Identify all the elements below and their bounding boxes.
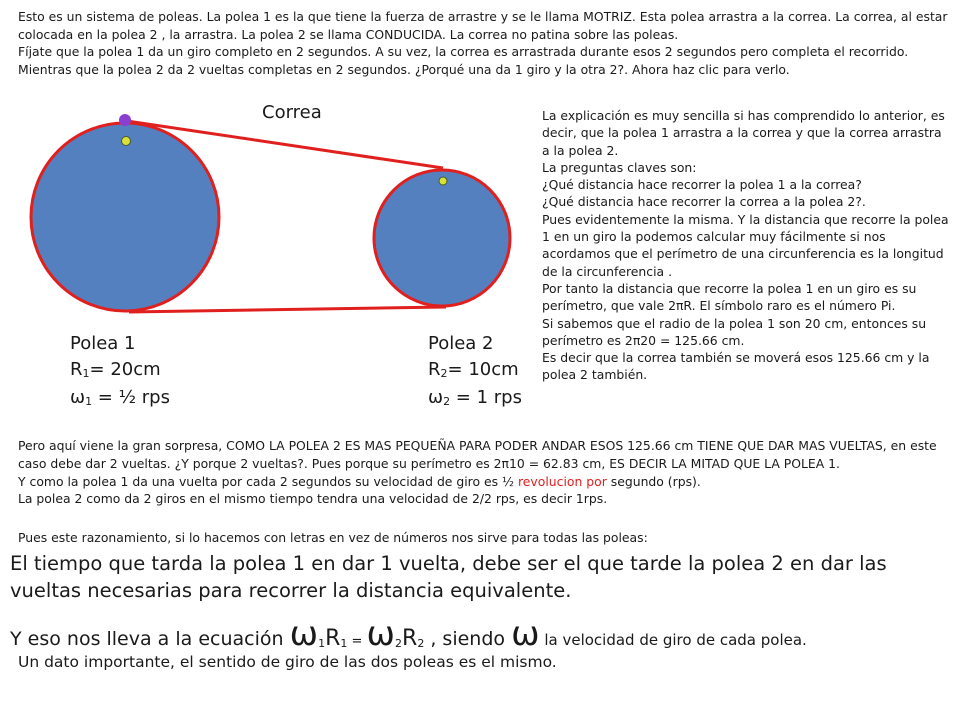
intro-paragraph-1: Esto es un sistema de poleas. La polea 1 es la que tiene la fuerza de arrastre y se le llama MOTRIZ. Esta polea arrastra a la correa. La correa, al estar colocada en la polea 2 , la arrastra. La polea 2 se llama CONDUCIDA. La correa no patina sobre las poleas.: [18, 9, 948, 42]
polea-2-name: Polea 2: [428, 333, 494, 354]
surprise-section: [18, 437, 953, 508]
final-note: Un dato importante, el sentido de giro de las dos poleas es el mismo.: [18, 653, 557, 671]
intro-paragraph-2: Fíjate que la polea 1 da un giro completo en 2 segundos. A su vez, la correa es arrastrada durante esos 2 segundos pero completa el recorrido. Mientras que la polea 2 da 2 vueltas completas en 2 segundos. ¿Porqué una da 1 giro y la otra 2?. Ahora haz clic para verlo.: [18, 44, 909, 77]
surprise-paragraph: Pero aquí viene la gran sorpresa, COMO LA POLEA 2 ES MAS PEQUEÑA PARA PODER ANDAR ESOS 125.66 cm TIENE QUE DAR MAS VUELTAS, en este caso debe dar 2 vueltas. ¿Y porque 2 vueltas?. Pues porque su perímetro es 2π10 = 62.83 cm, ES DECIR LA MITAD QUE LA POLEA 1.: [18, 438, 937, 471]
equation-line: Y eso nos lleva a la ecuación ω1R1 = ω2R2 , siendo ω la velocidad de giro de cada polea.: [10, 614, 807, 654]
explanation-line: ¿Qué distancia hace recorrer la polea 1 a la correa?: [542, 177, 862, 193]
pulley-1-marker: [122, 137, 131, 146]
explanation-line: Es decir que la correa también se moverá esos 125.66 cm y la polea 2 también.: [542, 350, 930, 383]
explanation-line: Pues evidentemente la misma. Y la distancia que recorre la polea 1 en un giro la podemos calcular muy fácilmente si nos acordamos que el perímetro de una circunferencia es la longitud de la circunferencia .: [542, 211, 949, 279]
big-statement: El tiempo que tarda la polea 1 en dar 1 vuelta, debe ser el que tarde la polea 2 en dar las vueltas necesarias para recorrer la distancia equivalente.: [10, 552, 887, 602]
reasoning-text: Pues este razonamiento, si lo hacemos con letras en vez de números nos sirve para todas las poleas:: [18, 530, 648, 545]
explanation-line: La preguntas claves son:: [542, 159, 697, 175]
explanation-line: La explicación es muy sencilla si has comprendido lo anterior, es decir, que la polea 1 arrastra a la correa y que la correa arrastra a la polea 2.: [542, 108, 945, 158]
polea-1-label: [70, 331, 170, 413]
speed-paragraph: Y como la polea 1 da una vuelta por cada 2 segundos su velocidad de giro es ½ revolucion por segundo (rps).: [18, 473, 701, 489]
polea-1-speed: ω1 = ½ rps: [70, 387, 170, 408]
polea-2-speed: ω2 = 1 rps: [428, 387, 522, 408]
pulley-2-marker: [439, 177, 447, 185]
belt-marker: [119, 114, 131, 126]
explanation-line: Si sabemos que el radio de la polea 1 son 20 cm, entonces su perímetro es 2π20 = 125.66 cm.: [542, 315, 927, 348]
polea-2-label: [428, 331, 522, 413]
explanation-line: Por tanto la distancia que recorre la polea 1 en un giro es su perímetro, que vale 2πR. El símbolo raro es el número Pi.: [542, 280, 917, 314]
polea-2-speed-paragraph: La polea 2 como da 2 giros en el mismo tiempo tendra una velocidad de 2/2 rps, es decir 1rps.: [18, 491, 608, 507]
polea-1-radius: R1= 20cm: [70, 359, 161, 380]
polea-2-radius: R2= 10cm: [428, 359, 519, 380]
polea-1-name: Polea 1: [70, 333, 136, 354]
explanation-column: [542, 107, 952, 384]
belt-bottom: [129, 307, 446, 312]
pulley-2: [374, 170, 510, 306]
explanation-line: ¿Qué distancia hace recorrer la correa a la polea 2?.: [542, 194, 866, 210]
correa-label: Correa: [262, 102, 322, 123]
pulley-1: [31, 123, 219, 311]
